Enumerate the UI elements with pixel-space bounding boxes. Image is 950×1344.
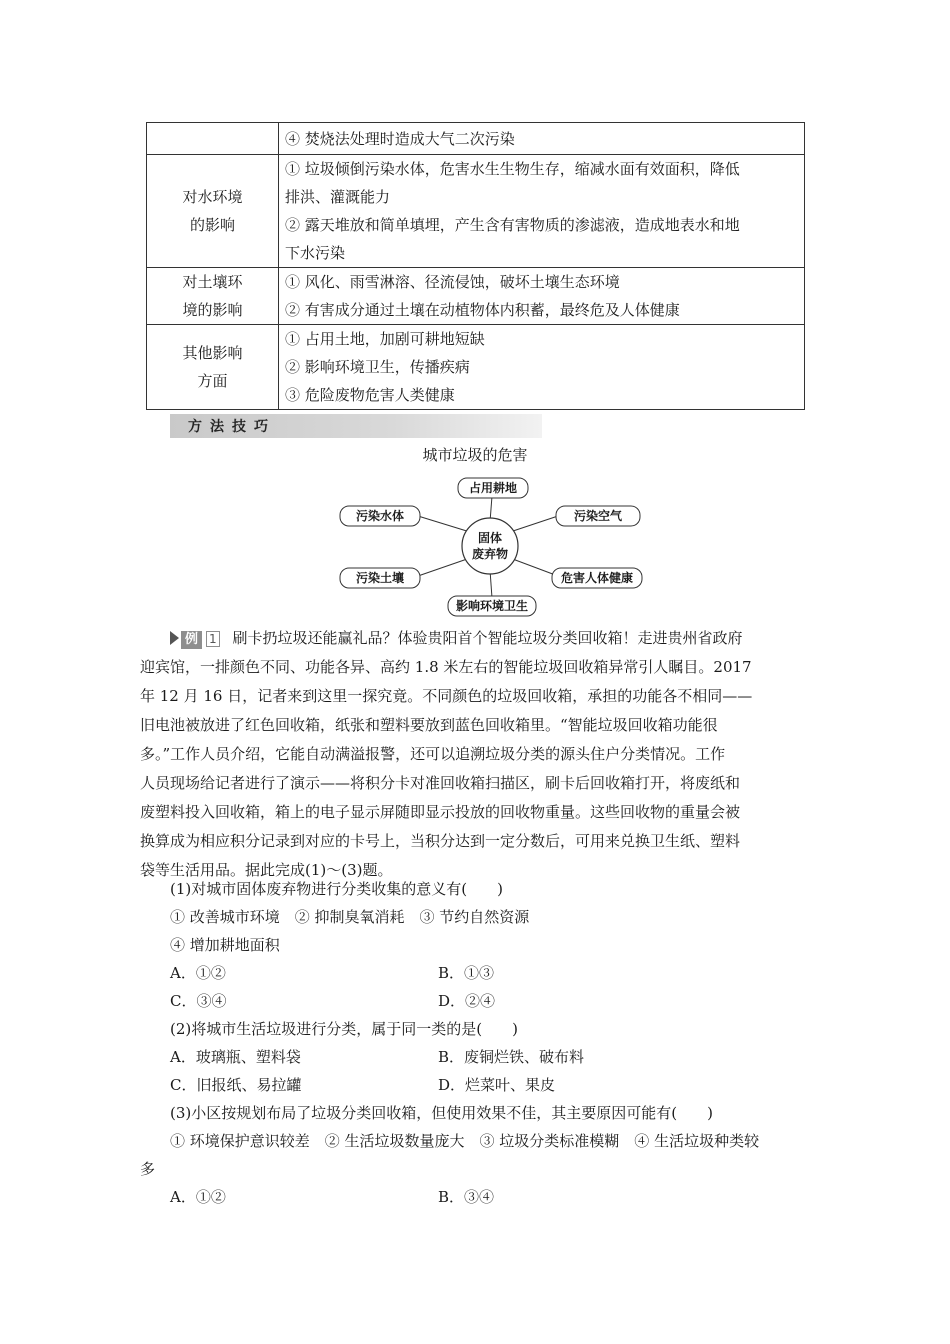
option-c: C．③④: [170, 992, 227, 1010]
option-a: A．①②: [170, 1188, 226, 1206]
option-d: D．烂菜叶、果皮: [438, 1076, 556, 1094]
table-category-cell: [147, 268, 279, 325]
table-row: [147, 268, 805, 325]
example-marker-icon: [170, 631, 179, 645]
category-label: 对水环境: [182, 188, 243, 206]
passage-line: 多。”工作人员介绍，它能自动满溢报警，还可以追溯垃圾分类的源头住户分类情况。工作: [140, 745, 726, 763]
passage-text: 刷卡扔垃圾还能赢礼品？体验贵阳首个智能垃圾分类回收箱！走进贵州省政府: [232, 629, 743, 647]
table-items-cell: [279, 325, 805, 410]
option-b: B．废铜烂铁、破布料: [438, 1048, 585, 1066]
option-c: C．旧报纸、易拉罐: [170, 1076, 302, 1094]
table-row: [147, 123, 805, 155]
table-item-line: 排洪、灌溉能力: [285, 188, 391, 206]
question-statements: ① 环境保护意识较差 ② 生活垃圾数量庞大 ③ 垃圾分类标准模糊 ④ 生活垃圾种类较: [170, 1132, 760, 1150]
table-item-line: ① 垃圾倾倒污染水体，危害水生生物生存，缩减水面有效面积，降低: [285, 160, 740, 178]
passage-line: 废塑料投入回收箱，箱上的电子显示屏随即显示投放的回收物重量。这些回收物的重量会被: [140, 803, 741, 821]
node-label: 污染土壤: [355, 571, 405, 585]
banner-label: 方法技巧: [188, 419, 276, 435]
table-row: [147, 155, 805, 268]
table-row: [147, 325, 805, 410]
table-item-line: ① 风化、雨雪淋溶、径流侵蚀，破坏土壤生态环境: [285, 273, 620, 291]
option-a: A．玻璃瓶、塑料袋: [170, 1048, 301, 1066]
connector-line: [510, 558, 558, 576]
table-item-line: ③ 危险废物危害人类健康: [285, 386, 455, 404]
example-passage: [140, 624, 816, 885]
question-statements: ④ 增加耕地面积: [170, 936, 280, 954]
option-a: A．①②: [170, 964, 226, 982]
node-label: 污染水体: [355, 509, 405, 523]
table-item-line: 下水污染: [285, 244, 346, 262]
question-statements: 多: [140, 1160, 156, 1178]
node-label: 占用耕地: [468, 481, 518, 495]
passage-line: 人员现场给记者进行了演示——将积分卡对准回收箱扫描区，刷卡后回收箱打开，将废纸和: [140, 774, 741, 792]
question-stem: (2)将城市生活垃圾进行分类，属于同一类的是( ): [170, 1020, 518, 1038]
node-label: 污染空气: [573, 509, 623, 523]
category-label: 对土壤环: [182, 273, 243, 291]
method-tips-banner: [170, 414, 542, 438]
category-label: 境的影响: [182, 301, 243, 319]
table-item-line: ② 露天堆放和简单填埋，产生含有害物质的渗滤液，造成地表水和地: [285, 216, 740, 234]
node-label: 影响环境卫生: [455, 599, 529, 613]
passage-line: 迎宾馆，一排颜色不同、功能各异、高约 1.8 米左右的智能垃圾回收箱异常引人瞩目。2017: [140, 658, 752, 676]
table-item-line: ④ 焚烧法处理时造成大气二次污染: [285, 129, 515, 148]
table-item-line: ② 影响环境卫生，传播疾病: [285, 358, 470, 376]
center-label: 固体: [477, 531, 503, 545]
category-label: 方面: [197, 372, 228, 390]
question-stem: (1)对城市固体废弃物进行分类收集的意义有( ): [170, 880, 503, 898]
example-label: 例: [181, 631, 202, 649]
option-b: B．③④: [438, 1188, 495, 1206]
passage-line: 袋等生活用品。据此完成(1)～(3)题。: [140, 861, 393, 879]
table-category-cell: [147, 325, 279, 410]
connector-line: [418, 558, 470, 576]
table-item-line: ② 有害成分通过土壤在动植物体内积蓄，最终危及人体健康: [285, 301, 680, 319]
impact-table: [146, 122, 805, 410]
center-label: 废弃物: [471, 547, 509, 561]
category-label: 的影响: [189, 216, 235, 234]
table-category-cell: [147, 155, 279, 268]
center-node: [462, 518, 518, 574]
passage-line: 换算成为相应积分记录到对应的卡号上，当积分达到一定分数后，可用来兑换卫生纸、塑料: [140, 832, 741, 850]
table-item-line: ① 占用土地，加剧可耕地短缺: [285, 330, 485, 348]
table-category-cell: [147, 123, 279, 155]
category-label: 其他影响: [182, 344, 243, 362]
hazard-diagram: [330, 470, 650, 620]
table-items-cell: [279, 155, 805, 268]
passage-line: 旧电池被放进了红色回收箱，纸张和塑料要放到蓝色回收箱里。“智能垃圾回收箱功能很: [140, 716, 718, 734]
connector-line: [418, 516, 470, 532]
question-statements: ① 改善城市环境 ② 抑制臭氧消耗 ③ 节约自然资源: [170, 908, 530, 926]
passage-line: [140, 624, 816, 653]
diagram-title: 城市垃圾的危害: [422, 446, 528, 464]
connector-line: [510, 516, 558, 532]
table-items-cell: [279, 268, 805, 325]
node-label: 危害人体健康: [560, 571, 634, 585]
table-items-cell: [279, 123, 805, 155]
passage-line: 年 12 月 16 日，记者来到这里一探究竟。不同颜色的垃圾回收箱，承担的功能各不相同——: [140, 687, 753, 705]
option-b: B．①③: [438, 964, 495, 982]
example-number: 1: [206, 631, 220, 647]
question-stem: (3)小区按规划布局了垃圾分类回收箱，但使用效果不佳，其主要原因可能有( ): [170, 1104, 713, 1122]
option-d: D．②④: [438, 992, 496, 1010]
